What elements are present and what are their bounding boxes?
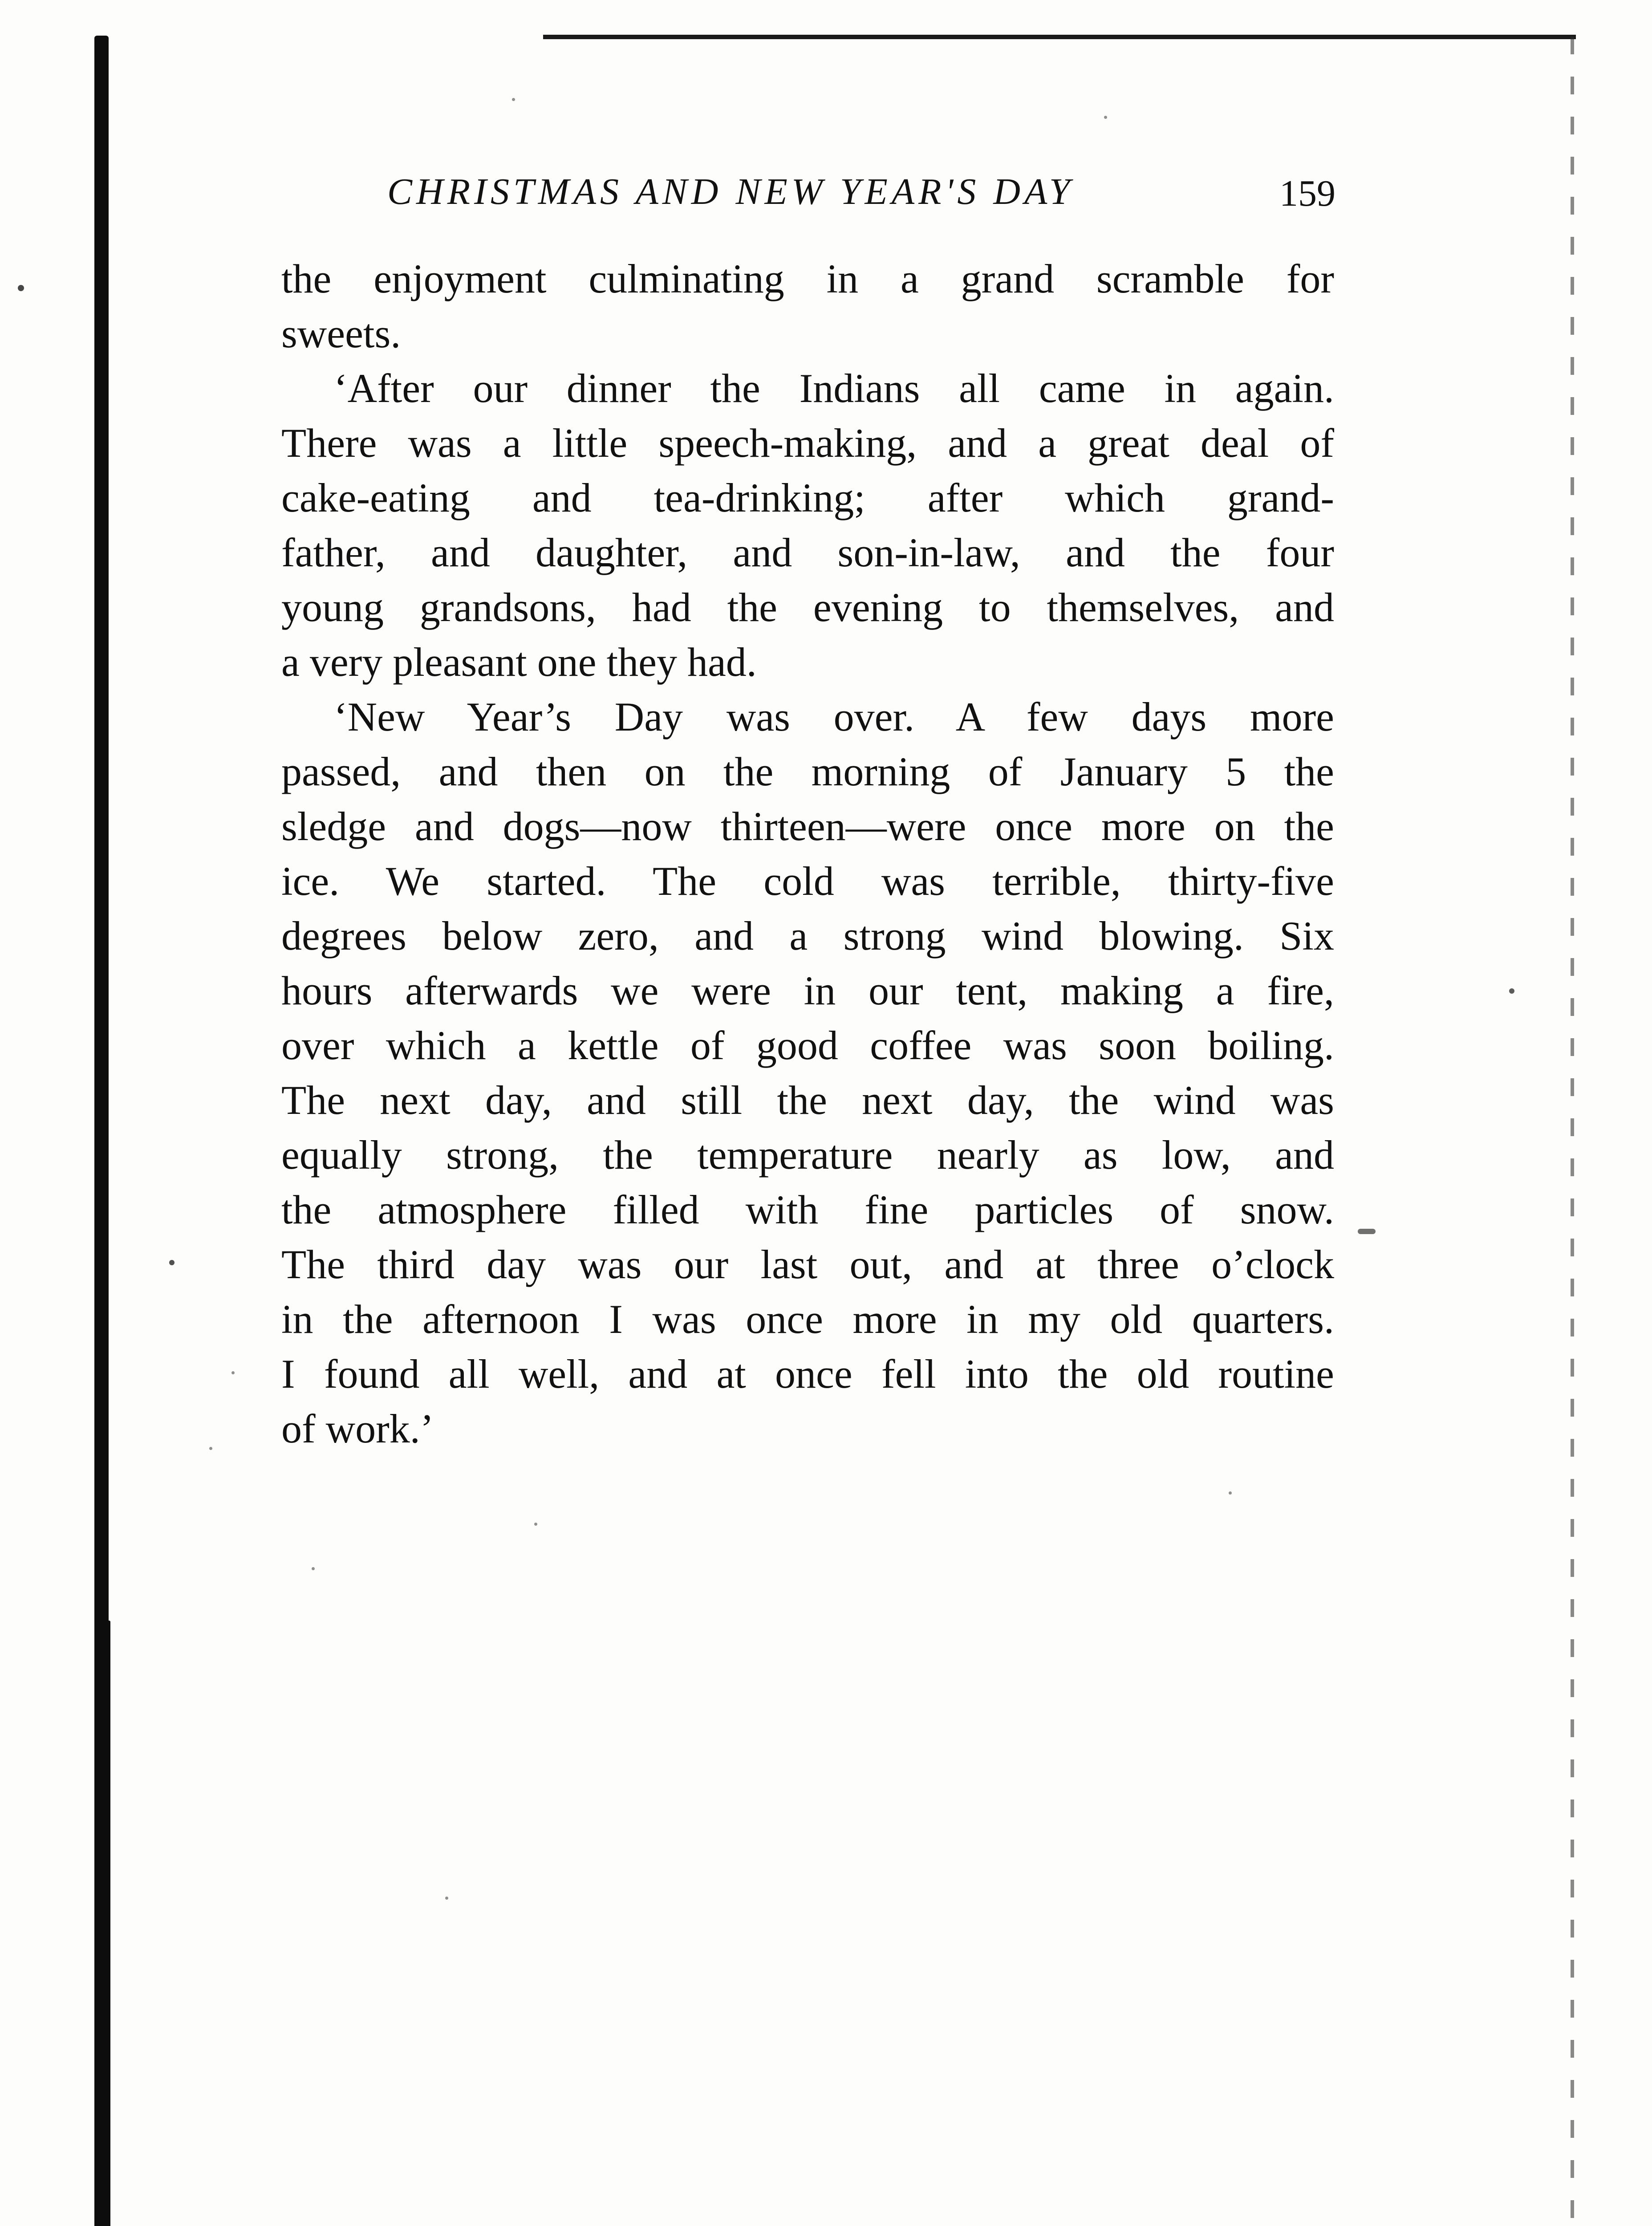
scan-speck: [1509, 988, 1514, 994]
right-page-edge: [1571, 37, 1574, 2226]
text-line: sledge and dogs—now thirteen—were once more on the: [281, 804, 1334, 849]
page-number: 159: [1279, 173, 1335, 214]
text-line: equally strong, the temperature nearly as low, and: [281, 1132, 1334, 1178]
text-line: hours afterwards we were in our tent, making a fire,: [281, 968, 1334, 1013]
scan-speck: [1229, 1491, 1232, 1495]
text-line: in the afternoon I was once more in my old quarters.: [281, 1296, 1334, 1342]
text-line: a very pleasant one they had.: [281, 639, 757, 685]
scan-speck: [445, 1897, 448, 1900]
scan-speck: [312, 1567, 315, 1570]
text-line: The third day was our last out, and at three o’clock: [281, 1242, 1334, 1287]
text-line: The next day, and still the next day, the wind was: [281, 1077, 1334, 1123]
scan-speck: [512, 98, 515, 101]
text-line: of work.’: [281, 1406, 434, 1451]
scan-speck: [209, 1447, 212, 1450]
text-line: sweets.: [281, 311, 401, 356]
top-edge-rule: [543, 35, 1576, 39]
running-header: [387, 170, 1335, 223]
scan-speck: [1104, 116, 1107, 119]
text-line: ‘After our dinner the Indians all came in again.: [334, 366, 1334, 411]
scan-speck: [18, 285, 24, 291]
scan-speck: [1358, 1229, 1376, 1234]
scan-speck: [169, 1260, 175, 1265]
text-line: ice. We started. The cold was terrible, thirty-five: [281, 858, 1334, 904]
text-line: degrees below zero, and a strong wind blowing. Six: [281, 913, 1334, 959]
text-line: ‘New Year’s Day was over. A few days more: [334, 694, 1334, 739]
text-line: I found all well, and at once fell into the old routine: [281, 1351, 1334, 1397]
text-line: cake-eating and tea-drinking; after which grand-: [281, 475, 1334, 520]
scan-speck: [231, 1371, 235, 1374]
binding-edge-lower: [106, 1621, 110, 2226]
scan-speck: [534, 1523, 537, 1526]
text-line: young grandsons, had the evening to themselves, and: [281, 585, 1334, 630]
text-line: passed, and then on the morning of January 5 the: [281, 749, 1334, 794]
text-line: the enjoyment culminating in a grand scramble for: [281, 256, 1334, 301]
text-line: father, and daughter, and son-in-law, and the four: [281, 530, 1334, 575]
text-line: the atmosphere filled with fine particles of snow.: [281, 1187, 1334, 1232]
text-line: There was a little speech-making, and a great deal of: [281, 420, 1334, 466]
body-text: [281, 252, 1334, 1456]
text-line: over which a kettle of good coffee was soon boiling.: [281, 1023, 1334, 1068]
running-title: CHRISTMAS AND NEW YEAR'S DAY: [387, 171, 1074, 212]
